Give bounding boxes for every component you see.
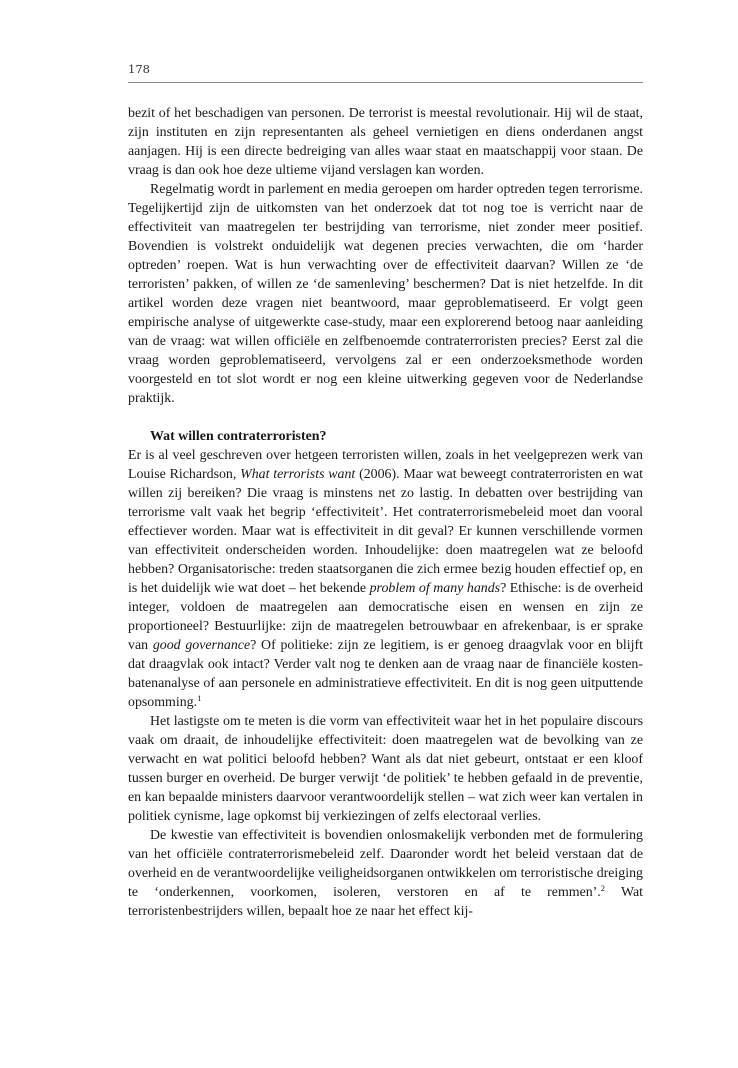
- paragraph: Het lastigste om te meten is die vorm van effectiviteit waar het in het populaire discours vaak om draait, de inhoudelijke effectiviteit: doen maatregelen wat de bevolking van ze verwacht en wat politici beloofd hebben? Want als dat niet gebeurt, ontstaat er een kloof tussen burger en overheid. De burger verwijt ‘de politiek’ te hebben gefaald in de preventie, en kan bepaalde ministers daarvoor verantwoordelijk stellen – wat zich weer kan vertalen in politiek cynisme, lage opkomst bij verkiezingen of zelfs electoraal verlies.: [128, 714, 643, 824]
- page-number: 178: [128, 62, 150, 76]
- footnote-ref: 1: [197, 693, 202, 703]
- paragraph-text: ? Ethische: is de overheid integer, voldoen de maatregelen aan democratische eisen en wensen en zijn ze proportioneel? Bestuurlijke: zijn de maatregelen betrouwbaar en afrekenbaar, is er sprake van: [128, 581, 644, 653]
- paragraph: [128, 826, 643, 921]
- book-title: What terrorists want: [240, 467, 356, 482]
- paragraph: Regelmatig wordt in parlement en media geroepen om harder optreden tegen terrorisme. Tegelijkertijd zijn de uitkomsten van het onderzoek dat tot nog toe is verricht naar de effectiviteit van maatregelen ter bestrijding van terrorisme, niet zonder meer positief. Bovendien is volstrekt onduidelijk wat degenen precies verwachten, die om ‘harder optreden’ roepen. Wat is hun verwachting over de effectiviteit daarvan? Willen ze ‘de terroristen’ pakken, of willen ze ‘de samenleving’ beschermen? Dat is niet hetzelfde. In dit artikel worden deze vragen niet beantwoord, maar geproblematiseerd. Er volgt geen empirische analyse of uitgewerkte case-study, maar een explorerend betoog naar aanleiding van de vraag: wat willen officiële en zelfbenoemde contraterroristen precies? Eerst zal die vraag worden geproblematiseerd, vervolgens zal er een onderzoeksmethode worden voorgesteld en tot slot wordt er nog een kleine uitwerking gegeven voor de Nederlandse praktijk.: [128, 182, 643, 406]
- paragraph: [128, 446, 643, 712]
- footnote-ref: 2: [600, 883, 606, 893]
- italic-term: good governance: [152, 638, 251, 653]
- paragraph-text: Er is al veel geschreven over hetgeen terroristen willen, zoals in het veelgeprezen werk van Louise Richardson,: [128, 448, 643, 482]
- body-text: [128, 104, 643, 921]
- paragraph-text: De kwestie van effectiviteit is bovendien onlosmakelijk verbonden met de formulering van het officiële contraterrorismebeleid zelf. Daaronder wordt het beleid verstaan dat de overheid en de verantwoordelijke veiligheidsorganen ontwikkelen om terroristische dreiging te ‘onderkennen, voorkomen, isoleren, verstoren en af te remmen’.: [128, 828, 643, 900]
- section-heading: Wat willen contraterroristen?: [150, 429, 327, 444]
- paragraph-text: (2006). Maar wat beweegt contraterroristen en wat willen zij bereiken? Die vraag is minstens net zo lastig. In debatten over bestrijding van terrorisme valt vaak het begrip ‘effectiviteit’. Het contraterrorismebeleid moet dan vooral effectiever worden. Maar wat is effectiviteit in dit geval? Er kunnen verschillende vormen van effectiviteit onderscheiden worden. Inhoudelijke: doen maatregelen wat ze beloofd hebben? Organisatorische: treden staatsorganen die zich ermee bezig houden effectief op, en is het duidelijk wie wat doet – het bekende: [128, 467, 643, 596]
- paragraph: bezit of het beschadigen van personen. De terrorist is meestal revolutionair. Hij wil de staat, zijn instituten en zijn representanten als geheel vernietigen en diens onderdanen angst aanjagen. Hij is een directe bedreiging van alles waar staat en maatschappij voor staan. De vraag is dan ook hoe deze ultieme vijand verslagen kan worden.: [128, 106, 643, 178]
- italic-term: problem of many hands: [369, 581, 501, 596]
- running-header: [128, 60, 643, 83]
- paragraph-text: ? Of politieke: zijn ze legitiem, is er genoeg draagvlak voor en blijft dat draagvlak ook intact? Verder valt nog te denken aan de vraag naar de financiële kosten-batenanalyse of aan personele en administratieve effectiviteit. En dit is nog geen uitputtende opsomming.: [128, 638, 643, 710]
- paragraph-text: Wat terroristenbestrijders willen, bepaalt hoe ze naar het effect kij-: [128, 885, 644, 919]
